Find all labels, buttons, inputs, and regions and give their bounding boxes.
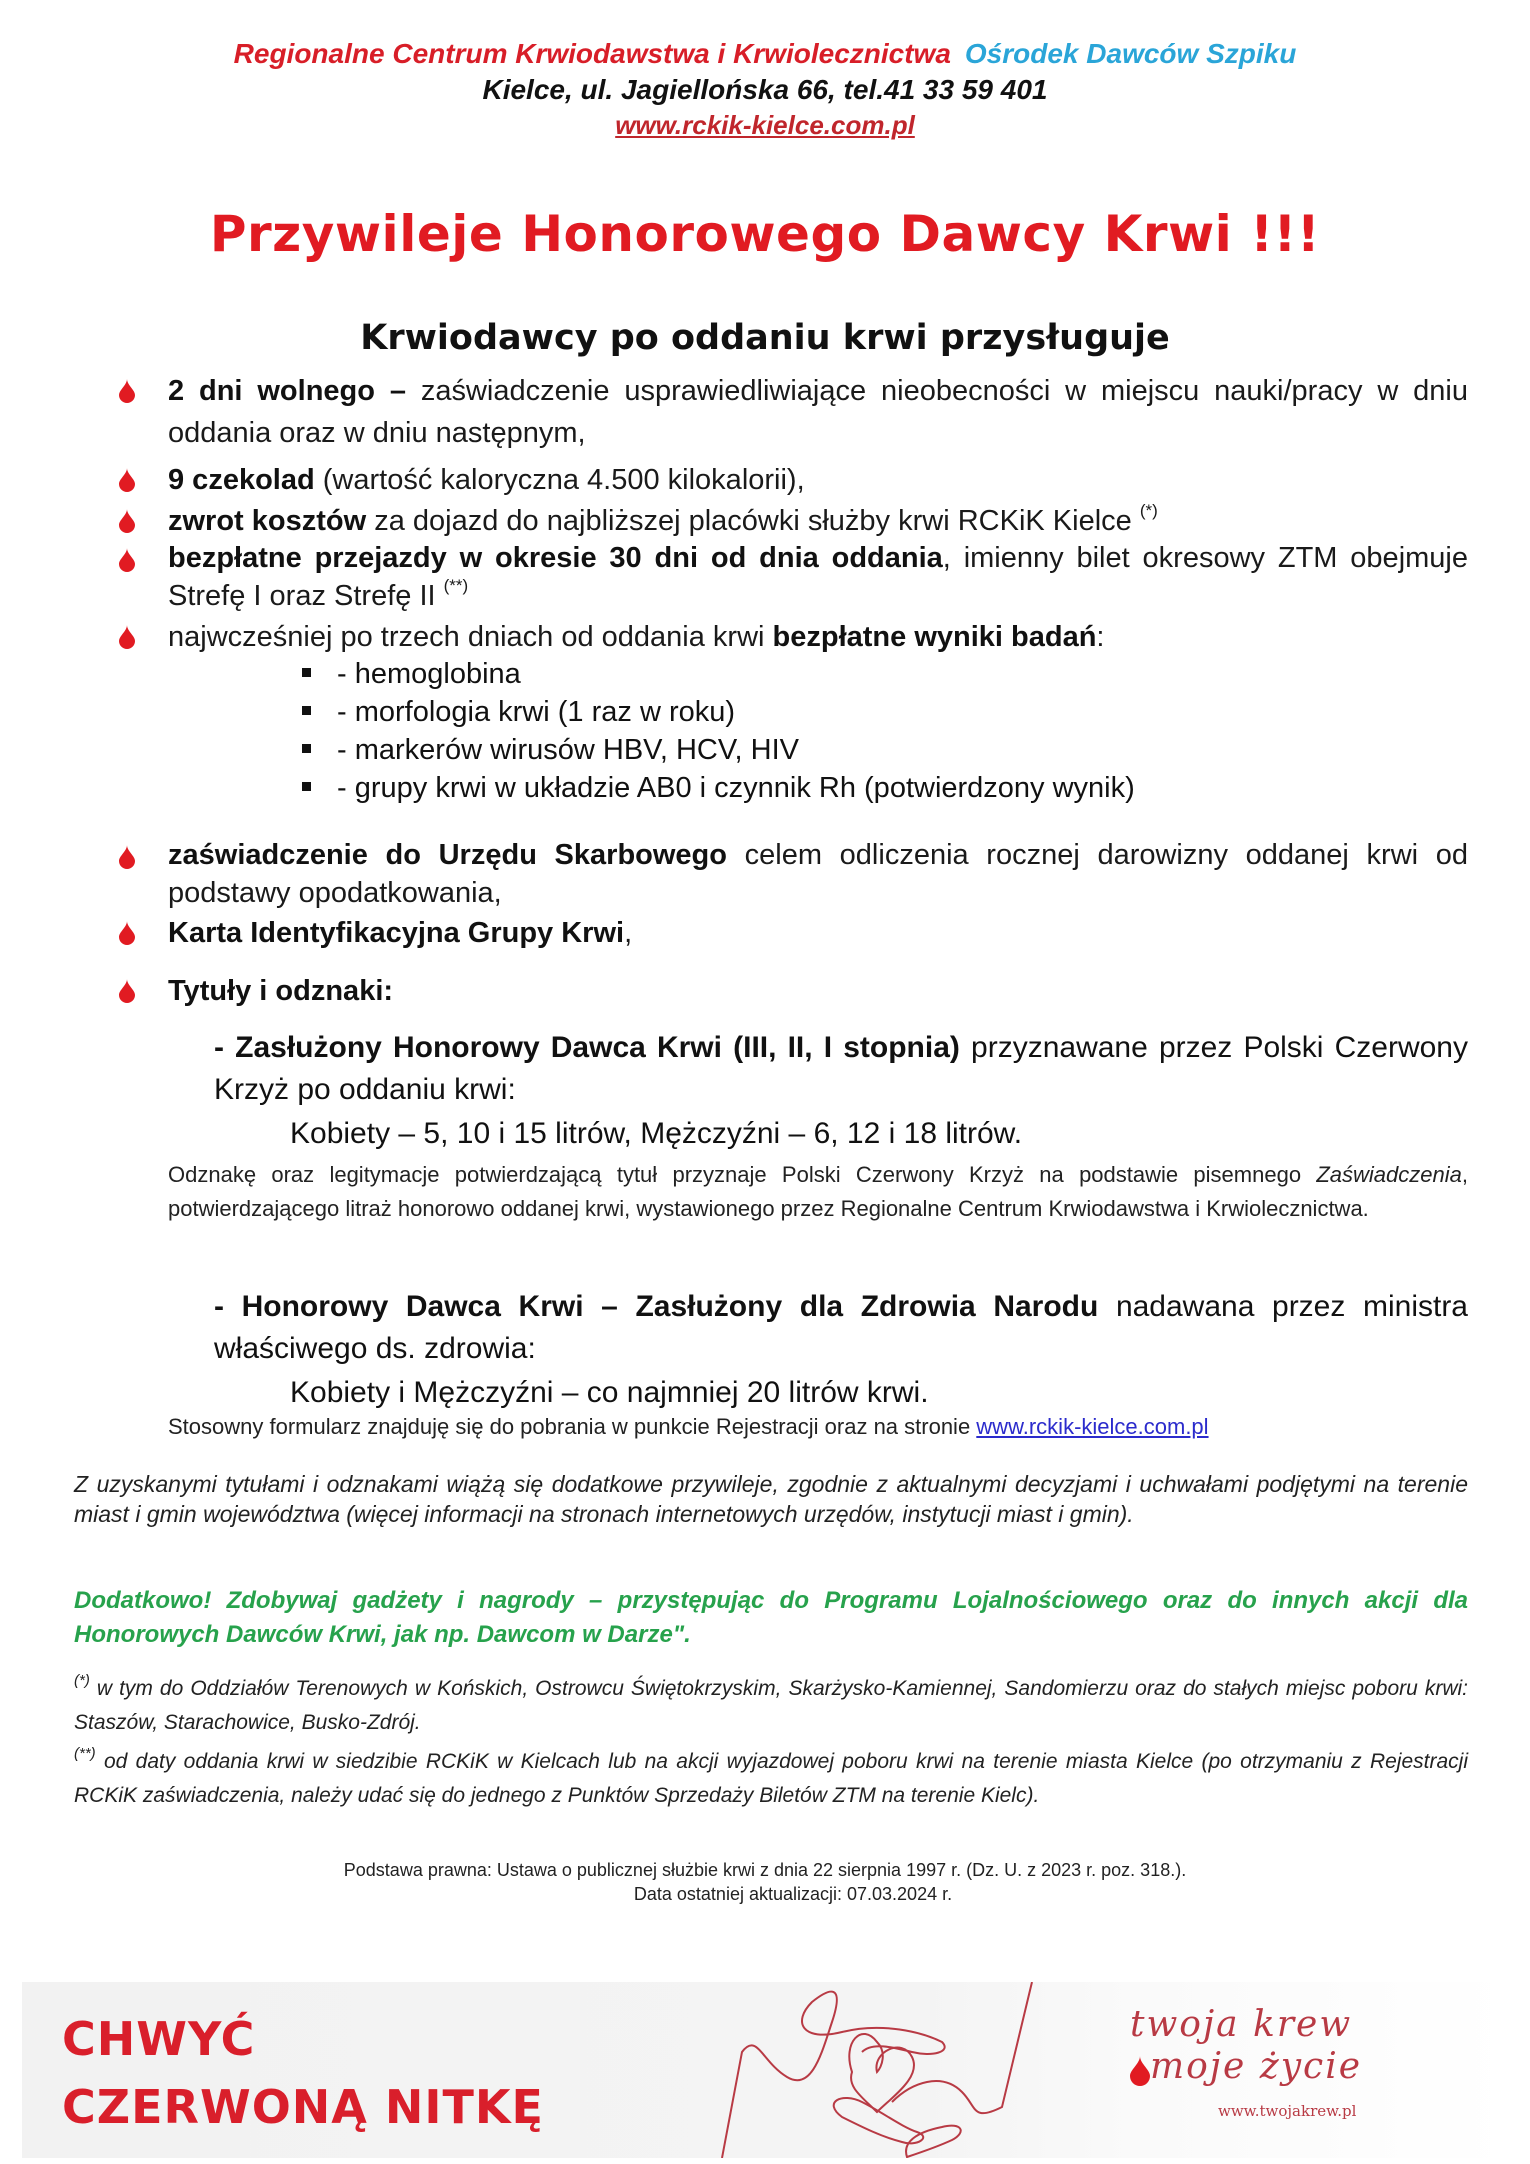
footnote-ref: (**) <box>443 576 469 595</box>
test-result-item <box>302 693 735 731</box>
privilege-bold: zaświadczenie do Urzędu Skarbowego <box>168 839 727 871</box>
footnote-text: od daty oddania krwi w siedzibie RCKiK w Kielcach lub na akcji wyjazdowej poboru krwi na terenie miasta Kielce (po otrzymaniu z Rejestracji RCKiK zaświadczenia, należy udać się do jednego z Punktów Sprzedaży Biletów ZTM na terenie Kielc). <box>74 1750 1468 1807</box>
loyalty-program-note: Dodatkowo! Zdobywaj gadżety i nagrody – przystępując do Programu Lojalnościowego oraz do innych akcji dla Honorowych Dawców Krwi, jak np. Dawcom w Darze". <box>74 1587 1468 1648</box>
privilege-text: zaświadczenie usprawiedliwiające nieobecności w miejscu nauki/pracy w dniu oddania oraz w dniu następnym, <box>168 375 1468 449</box>
header-website <box>0 110 1530 141</box>
note-text: , potwierdzającego litraż honorowo oddanej krwi, wystawionego przez Regionalne Centrum Krwiodawstwa i Krwiolecznictwa. <box>168 1162 1468 1221</box>
privilege-item <box>118 459 1468 501</box>
page-subtitle: Krwiodawcy po oddaniu krwi przysługuje <box>360 318 1170 358</box>
title-zhdk-note <box>168 1158 1468 1226</box>
note-italic: Zaświadczenia <box>1316 1162 1462 1187</box>
test-result-text: - markerów wirusów HBV, HCV, HIV <box>337 734 799 766</box>
last-update: Data ostatniej aktualizacji: 07.03.2024 r. <box>633 1884 953 1904</box>
privilege-text: celem odliczenia rocznej darowizny oddanej krwi od podstawy opodatkowania, <box>168 839 1468 909</box>
title-hdk-desc: nadawana przez ministra właściwego ds. zdrowia: <box>214 1290 1468 1365</box>
privilege-text: najwcześniej po trzech dniach od oddania krwi <box>168 621 773 653</box>
title-hdk-requirement: Kobiety i Mężczyźni – co najmniej 20 litrów krwi. <box>290 1376 929 1409</box>
privilege-text: , imienny bilet okresowy ZTM obejmuje Strefę I oraz Strefę II <box>168 542 1468 612</box>
logo-url: www.twojakrew.pl <box>1218 2102 1357 2120</box>
blood-drop-icon <box>118 548 136 572</box>
note-text: Odznakę oraz legitymacje potwierdzającą tytuł przyznaje Polski Czerwony Krzyż na podstawie pisemnego <box>168 1162 1317 1187</box>
privilege-item <box>118 500 1468 542</box>
test-result-item <box>302 731 799 769</box>
form-download-link[interactable]: www.rckik-kielce.com.pl <box>976 1414 1209 1439</box>
blood-drop-icon <box>118 625 136 649</box>
blood-drop-icon <box>118 921 136 945</box>
privilege-bold: 9 czekolad <box>168 464 315 496</box>
campaign-banner <box>22 1982 1512 2158</box>
title-zhdk-requirement: Kobiety – 5, 10 i 15 litrów, Mężczyźni – 6, 12 i 18 litrów. <box>290 1117 1023 1150</box>
org-name: Regionalne Centrum Krwiodawstwa i Krwiolecznictwa <box>233 38 951 69</box>
header-address: Kielce, ul. Jagiellońska 66, tel.41 33 59 401 <box>482 74 1048 105</box>
footnote-1 <box>74 1672 1468 1740</box>
blood-drop-icon <box>118 979 136 1003</box>
privilege-bold: bezpłatne przejazdy w okresie 30 dni od dnia oddania <box>168 542 943 574</box>
page-title: Przywileje Honorowego Dawcy Krwi !!! <box>209 205 1321 263</box>
privilege-bold: 2 dni wolnego – <box>168 375 406 407</box>
title-hdk-name: - Honorowy Dawca Krwi – Zasłużony dla Zdrowia Narodu <box>214 1290 1099 1323</box>
org-unit: Ośrodek Dawców Szpiku <box>964 38 1297 69</box>
privilege-item <box>118 539 1468 615</box>
privilege-bold: zwrot kosztów <box>168 505 367 537</box>
test-result-item <box>302 655 521 693</box>
legal-basis: Podstawa prawna: Ustawa o publicznej służbie krwi z dnia 22 sierpnia 1997 r. (Dz. U. z 2023 r. poz. 318.). <box>343 1860 1187 1880</box>
blood-drop-icon <box>118 468 136 492</box>
square-bullet-icon <box>302 706 311 715</box>
additional-privileges-note: Z uzyskanymi tytułami i odznakami wiążą się dodatkowe przywileje, zgodnie z aktualnymi decyzjami i uchwałami podjętymi na terenie miast i gmin województwa (więcej informacji na stronach internetowych urzędów, instytucji miast i gmin). <box>74 1471 1468 1527</box>
title-zhdk <box>214 1027 1468 1111</box>
note-text: Stosowny formularz znajduję się do pobrania w punkcie Rejestracji oraz na stronie <box>168 1414 977 1439</box>
privilege-text: (wartość kaloryczna 4.500 kilokalorii), <box>314 464 805 496</box>
blood-drop-icon <box>118 845 136 869</box>
privilege-bold: bezpłatne wyniki badań <box>772 621 1097 653</box>
footnote-2 <box>74 1745 1468 1813</box>
test-result-text: - hemoglobina <box>337 658 521 690</box>
square-bullet-icon <box>302 668 311 677</box>
test-result-text: - grupy krwi w układzie AB0 i czynnik Rh (potwierdzony wynik) <box>337 772 1135 804</box>
logo-line1: twoja krew <box>1130 2004 1353 2045</box>
logo-line2: moje życie <box>1150 2046 1363 2087</box>
title-zhdk-name: - Zasłużony Honorowy Dawca Krwi (III, II, I stopnia) <box>214 1031 960 1064</box>
title-hdk <box>214 1286 1468 1370</box>
privilege-item <box>118 370 1468 454</box>
privilege-item <box>118 836 1468 912</box>
website-link[interactable]: www.rckik-kielce.com.pl <box>615 110 915 140</box>
title-hdk-note <box>168 1410 1468 1444</box>
square-bullet-icon <box>302 782 311 791</box>
privilege-item <box>118 970 1468 1012</box>
header-organization <box>0 38 1530 70</box>
test-result-text: - morfologia krwi (1 raz w roku) <box>337 696 736 728</box>
privilege-bold: Karta Identyfikacyjna Grupy Krwi <box>168 917 625 949</box>
blood-drop-icon <box>118 379 136 403</box>
hands-heart-icon <box>702 1982 1082 2158</box>
privilege-item <box>118 912 1468 954</box>
banner-slogan-line1: CHWYĆ <box>62 2012 256 2066</box>
banner-slogan-line2: CZERWONĄ NITKĘ <box>62 2080 544 2134</box>
privilege-bold: Tytuły i odznaki: <box>168 975 394 1007</box>
square-bullet-icon <box>302 744 311 753</box>
footnote-mark: (**) <box>74 1745 96 1762</box>
footnote-text: w tym do Oddziałów Terenowych w Końskich, Ostrowcu Świętokrzyskim, Skarżysko-Kamiennej, Sandomierzu oraz do stałych miejsc poboru krwi: Staszów, Starachowice, Busko-Zdrój. <box>74 1677 1468 1734</box>
privilege-text: , <box>624 917 633 949</box>
privilege-text: : <box>1096 621 1105 653</box>
title-zhdk-desc: przyznawane przez Polski Czerwony Krzyż po oddaniu krwi: <box>214 1031 1468 1106</box>
blood-drop-icon <box>118 509 136 533</box>
footnote-ref: (*) <box>1139 501 1158 520</box>
privilege-text: za dojazd do najbliższej placówki służby krwi RCKiK Kielce <box>366 505 1140 537</box>
footnote-mark: (*) <box>74 1672 90 1689</box>
test-result-item <box>302 769 1135 807</box>
blood-drop-logo-icon <box>1128 2056 1152 2086</box>
privilege-item <box>118 616 1468 658</box>
